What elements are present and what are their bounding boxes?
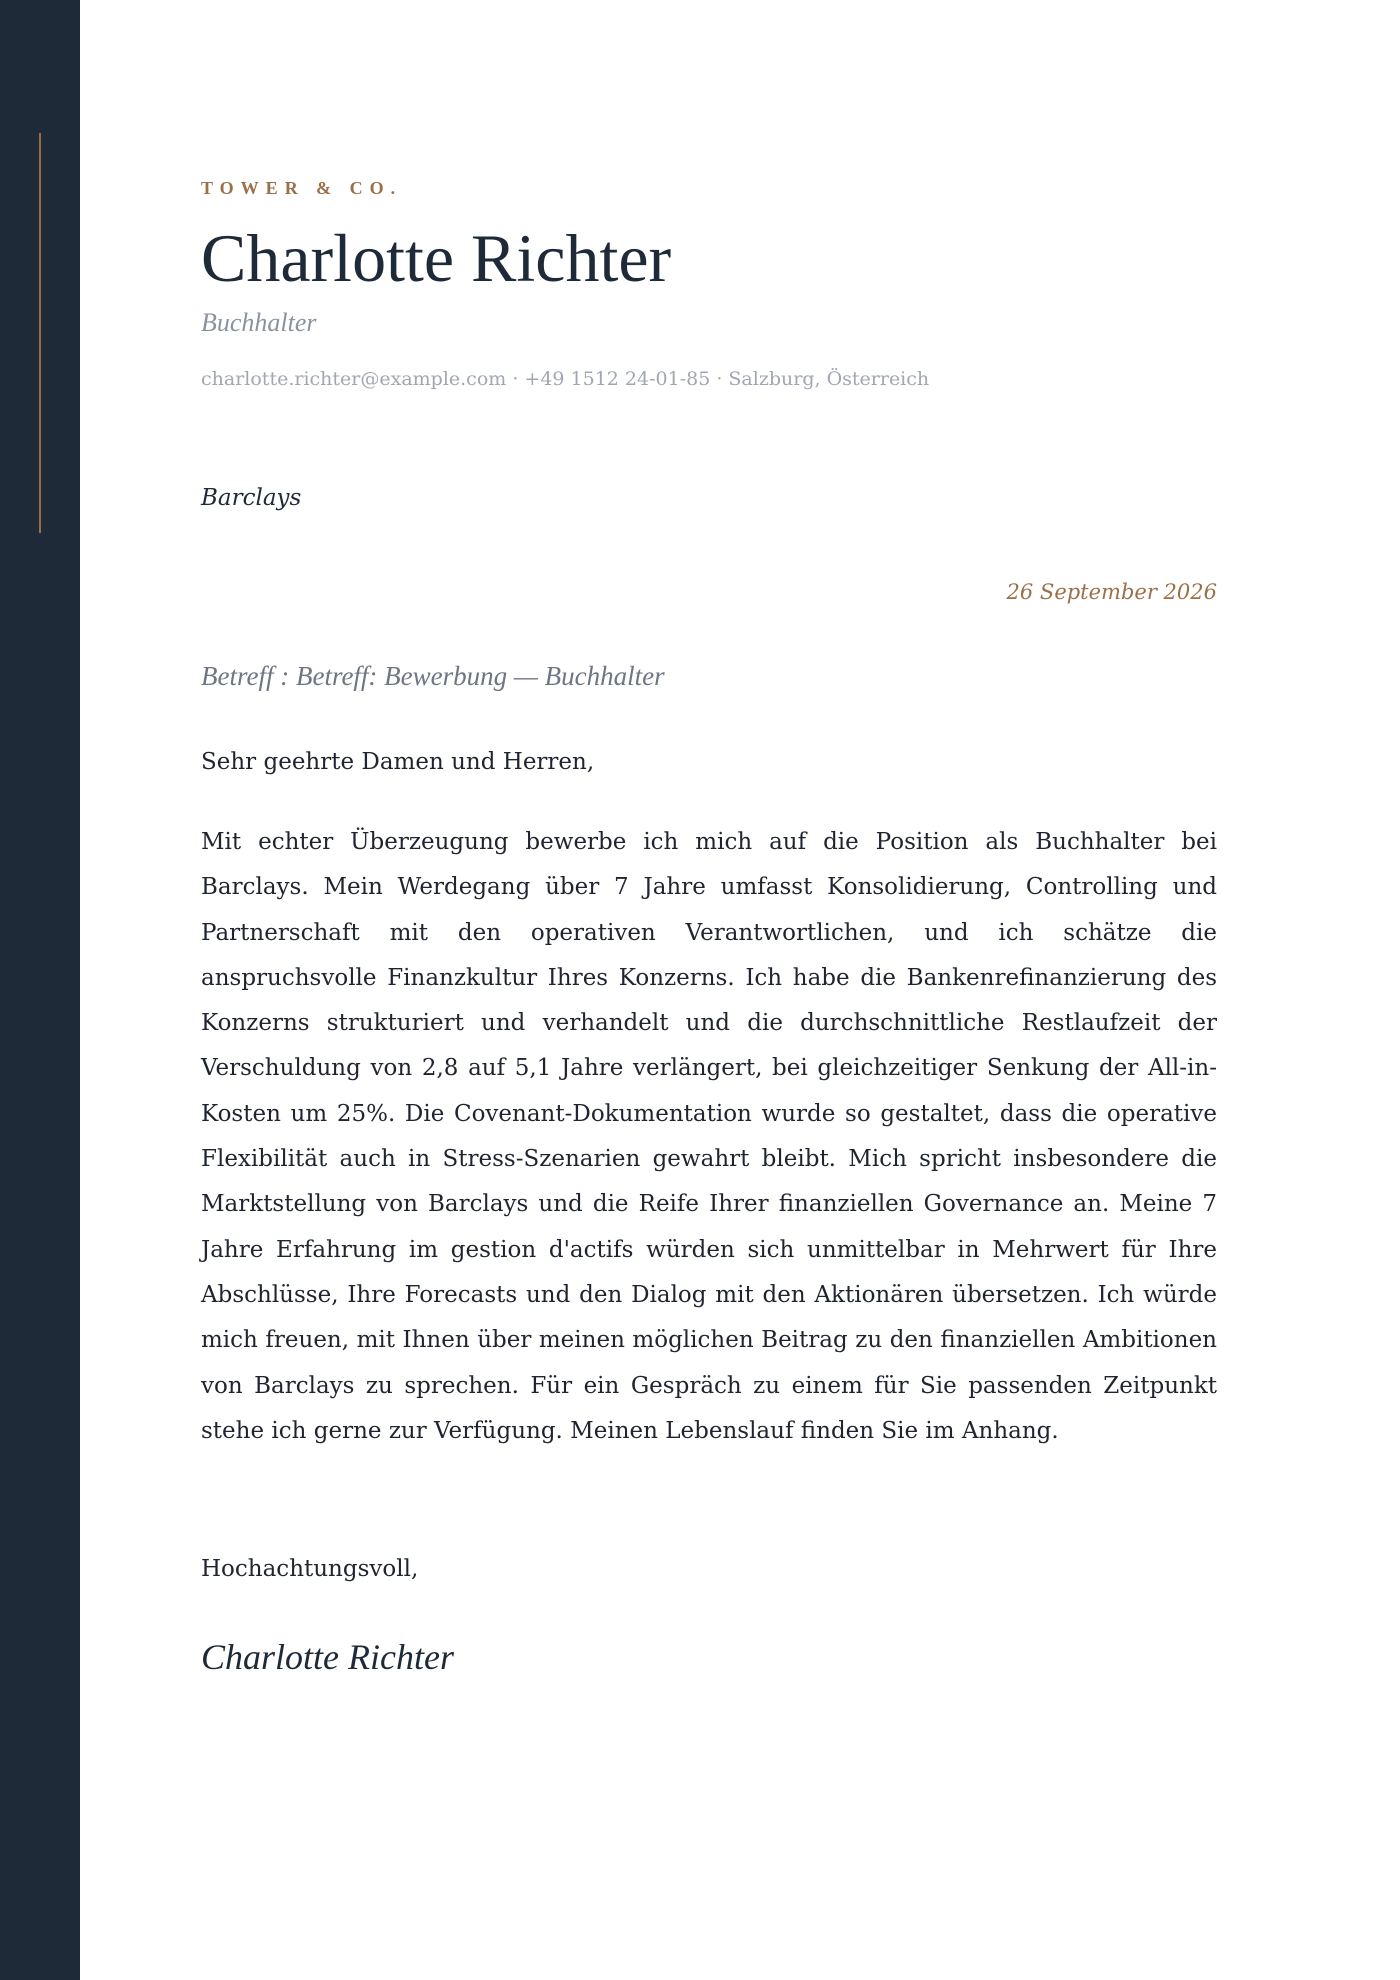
sidebar (0, 0, 80, 1980)
sender-name: Charlotte Richter (201, 220, 672, 296)
company-name: TOWER & CO. (201, 178, 403, 198)
letter-body: Mit echter Überzeugung bewerbe ich mich auf die Position als Buchhalter bei Barclays. Mein Werdegang über 7 Jahre umfasst Konsolidierung, Controlling und Partnerschaft mit den operativen Verantwortlichen, und ich schätze die anspruchsvolle Finanzkultur Ihres Konzerns. Ich habe die Bankenrefinanzierung des Konzerns strukturiert und verhandelt und die durchschnittliche Restlaufzeit der Verschuldung von 2,8 auf 5,1 Jahre verlängert, bei gleichzeitiger Senkung der All-in-Kosten um 25%. Die Covenant-Dokumentation wurde so gestaltet, dass die operative Flexibilität auch in Stress-Szenarien gewahrt bleibt. Mich spricht insbesondere die Marktstellung von Barclays und die Reife Ihrer finanziellen Governance an. Meine 7 Jahre Erfahrung im gestion d'actifs würden sich unmittelbar in Mehrwert für Ihre Abschlüsse, Ihre Forecasts und den Dialog mit den Aktionären übersetzen. Ich würde mich freuen, mit Ihnen über meinen möglichen Beitrag zu den finanziellen Ambitionen von Barclays zu sprechen. Für ein Gespräch zu einem für Sie passenden Zeitpunkt stehe ich gerne zur Verfügung. Meinen Lebenslauf finden Sie im Anhang. (201, 829, 1217, 1444)
sidebar-accent-line (39, 133, 41, 533)
letter-subject: Betreff : Betreff: Bewerbung — Buchhalter (201, 661, 665, 691)
salutation: Sehr geehrte Damen und Herren, (201, 749, 595, 775)
signature: Charlotte Richter (201, 1637, 454, 1677)
sender-job-title: Buchhalter (201, 308, 317, 337)
recipient-name: Barclays (201, 485, 302, 511)
sender-contact-line: charlotte.richter@example.com · +49 1512 24-01-85 · Salzburg, Österreich (201, 368, 930, 390)
closing: Hochachtungsvoll, (201, 1556, 419, 1582)
letter-date: 26 September 2026 (1006, 580, 1217, 604)
